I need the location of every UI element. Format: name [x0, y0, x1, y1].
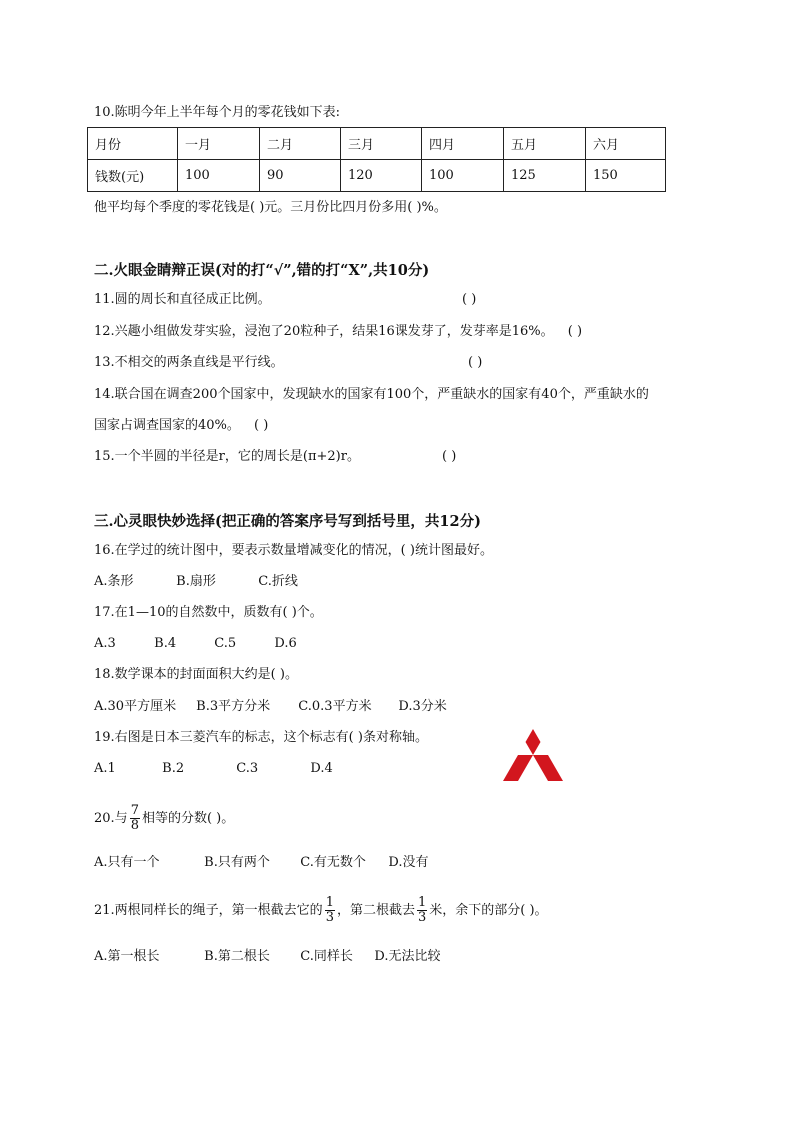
- question-text: 11.圆的周长和直径成正比例。: [94, 292, 271, 307]
- question-14: [94, 386, 649, 404]
- table-cell: 120: [341, 160, 422, 192]
- fraction-denominator: 8: [130, 818, 139, 833]
- table-cell: 五月: [504, 128, 586, 160]
- option-c: C.同样长: [300, 949, 353, 964]
- table-row: [88, 160, 666, 192]
- question-text: 米，余下的部分( )。: [429, 903, 548, 918]
- table-cell: 150: [586, 160, 666, 192]
- question-20: [94, 804, 234, 834]
- question-19: 19.右图是日本三菱汽车的标志，这个标志有( )条对称轴。: [94, 730, 428, 745]
- question-text: 15.一个半圆的半径是r，它的周长是(π+2)r。: [94, 449, 360, 464]
- option-d: D.3分米: [398, 699, 447, 714]
- answer-paren: ( ): [442, 449, 457, 464]
- table-cell: 90: [260, 160, 341, 192]
- table-cell: 月份: [88, 128, 178, 160]
- option-c: C.折线: [258, 574, 298, 589]
- option-a: A.第一根长: [94, 949, 160, 964]
- option-b: B.只有两个: [204, 855, 270, 870]
- allowance-table: [87, 127, 666, 192]
- option-c: C.0.3平方米: [298, 699, 372, 714]
- question-text: 21.两根同样长的绳子，第一根截去它的: [94, 903, 323, 918]
- question-text: 20.与: [94, 811, 128, 826]
- question-16: 16.在学过的统计图中，要表示数量增减变化的情况，( )统计图最好。: [94, 543, 493, 558]
- option-b: B.4: [154, 636, 177, 651]
- option-d: D.4: [310, 761, 333, 776]
- question-12: [94, 323, 582, 341]
- option-b: B.3平方分米: [196, 699, 271, 714]
- option-a: A.3: [94, 636, 116, 651]
- question-16-options: [94, 573, 298, 591]
- question-21: [94, 896, 548, 926]
- fraction: [130, 804, 140, 833]
- question-text: 13.不相交的两条直线是平行线。: [94, 355, 284, 370]
- table-cell: 125: [504, 160, 586, 192]
- option-d: D.没有: [388, 855, 429, 870]
- answer-paren: ( ): [567, 324, 583, 339]
- table-cell: 六月: [586, 128, 666, 160]
- section-2-heading: 二.火眼金睛辩正误(对的打“√”,错的打“X”,共10分): [94, 262, 430, 279]
- question-text: ，第二根截去: [336, 903, 415, 918]
- table-cell: 三月: [341, 128, 422, 160]
- question-13: [94, 354, 483, 372]
- q10-follow-up: 他平均每个季度的零花钱是( )元。三月份比四月份多用( )%。: [94, 200, 447, 215]
- question-21-options: [94, 948, 441, 966]
- mitsubishi-three-diamonds-icon: [503, 729, 563, 785]
- answer-paren: ( ): [254, 418, 269, 433]
- option-a: A.30平方厘米: [94, 699, 177, 714]
- question-17: 17.在1—10的自然数中，质数有( )个。: [94, 605, 323, 620]
- question-19-options: [94, 760, 333, 778]
- table-row: [88, 128, 666, 160]
- question-text: 国家占调查国家的40%。: [94, 418, 240, 433]
- fraction-numerator: 7: [130, 803, 139, 818]
- question-11: [94, 291, 477, 309]
- option-d: D.无法比较: [374, 949, 441, 964]
- fraction: [325, 896, 335, 925]
- option-b: B.2: [162, 761, 185, 776]
- option-c: C.3: [236, 761, 259, 776]
- table-cell: 二月: [260, 128, 341, 160]
- q10-prompt: 10.陈明今年上半年每个月的零花钱如下表:: [94, 105, 341, 120]
- question-18-options: [94, 698, 447, 716]
- section-3-heading: 三.心灵眼快妙选择(把正确的答案序号写到括号里，共12分): [94, 513, 481, 530]
- fraction-numerator: 1: [325, 895, 334, 910]
- question-text: 相等的分数( )。: [141, 811, 235, 826]
- option-a: A.条形: [94, 574, 134, 589]
- table-cell: 100: [178, 160, 260, 192]
- table-cell: 100: [422, 160, 504, 192]
- question-18: 18.数学课本的封面面积大约是( )。: [94, 667, 298, 682]
- answer-paren: ( ): [462, 292, 477, 307]
- fraction-denominator: 3: [417, 910, 427, 925]
- question-text: 14.联合国在调查200个国家中，发现缺水的国家有100个，严重缺水的国家有40个，严重缺水的: [94, 387, 649, 402]
- option-a: A.1: [94, 761, 116, 776]
- question-14-cont: [94, 417, 268, 435]
- question-20-options: [94, 854, 429, 872]
- fraction: [417, 896, 427, 925]
- question-17-options: [94, 635, 297, 653]
- fraction-numerator: 1: [417, 895, 427, 910]
- table-cell: 一月: [178, 128, 260, 160]
- question-15: [94, 448, 457, 466]
- option-b: B.扇形: [176, 574, 216, 589]
- fraction-denominator: 3: [325, 910, 334, 925]
- question-text: 12.兴趣小组做发芽实验，浸泡了20粒种子，结果16课发芽了，发芽率是16%。: [94, 324, 554, 339]
- option-c: C.5: [214, 636, 237, 651]
- table-cell: 钱数(元): [88, 160, 178, 192]
- table-cell: 四月: [422, 128, 504, 160]
- option-b: B.第二根长: [204, 949, 270, 964]
- option-c: C.有无数个: [300, 855, 366, 870]
- option-a: A.只有一个: [94, 855, 160, 870]
- option-d: D.6: [274, 636, 297, 651]
- answer-paren: ( ): [468, 355, 483, 370]
